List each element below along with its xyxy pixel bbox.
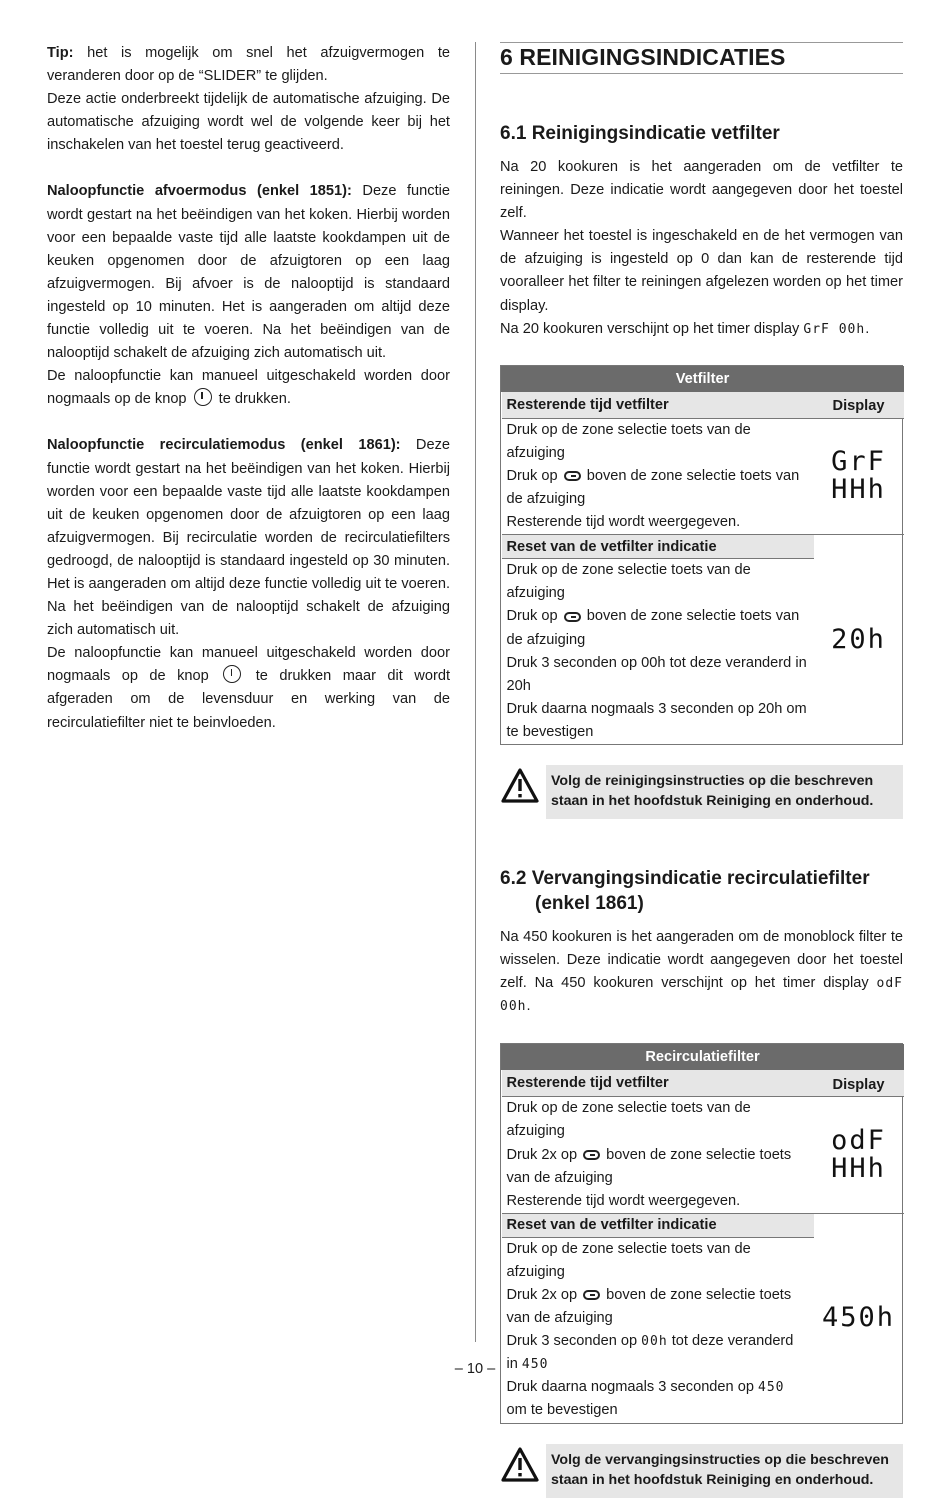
afvoer-manual-paragraph bbox=[47, 365, 450, 411]
vetfilter-intro bbox=[500, 156, 903, 341]
recirculatie-manual-text: De naloopfunctie kan manueel uitgeschakeld worden door nogmaals op de knop bbox=[47, 645, 450, 685]
display-value: 20h bbox=[831, 623, 886, 655]
lcd-code: 450 bbox=[521, 1357, 549, 1373]
step: Druk daarna nogmaals 3 seconden op 20h om te bevestigen bbox=[506, 700, 807, 740]
warning-text-1: Volg de reinigingsinstructies op die beschreven staan in het hoofdstuk Reiniging en onderhoud. bbox=[546, 765, 903, 819]
tip-paragraph bbox=[47, 42, 450, 88]
tip-paragraph-2: Deze actie onderbreekt tijdelijk de automatische afzuiging. De automatische afzuiging wordt wel de volgende keer bij het inschakelen van het toestel terug geactiveerd. bbox=[47, 91, 450, 154]
display-odf bbox=[814, 1097, 904, 1213]
vetfilter-reset-steps bbox=[502, 559, 814, 744]
vetfilter-intro-p2: Wanneer het toestel is ingeschakeld en de het vermogen van de afzuiging is ingesteld op 0 dan kan de resterende tijd vooralleer het filter te reiningen afgelezen worden op het timer display. bbox=[500, 228, 903, 314]
step: Druk op de zone selectie toets van de afzuiging bbox=[506, 421, 751, 461]
afvoer-label: Naloopfunctie afvoermodus (enkel 1851): bbox=[47, 183, 352, 200]
recirculatie-manual-paragraph bbox=[47, 642, 450, 734]
left-column bbox=[47, 42, 450, 735]
step: Druk op de zone selectie toets van de afzuiging bbox=[506, 1240, 751, 1280]
subsection-title-6-1: 6.1 Reinigingsindicatie vetfilter bbox=[500, 123, 780, 144]
step: Resterende tijd wordt weergegeven. bbox=[506, 514, 741, 531]
page-number: – 10 – bbox=[454, 1361, 496, 1377]
recirculatie-table-title: Recirculatiefilter bbox=[502, 1045, 904, 1070]
warning-box-1 bbox=[500, 765, 903, 819]
column-divider bbox=[475, 42, 476, 1342]
step-text: Druk 2x op bbox=[506, 1146, 582, 1163]
display-line-1: odF bbox=[831, 1125, 886, 1157]
display-grf bbox=[814, 418, 904, 534]
step bbox=[507, 605, 809, 651]
step: Druk op de zone selectie toets van de afzuiging bbox=[506, 1100, 751, 1140]
vetfilter-remaining-steps bbox=[502, 418, 814, 534]
afvoer-manual-text-end: te drukken. bbox=[214, 391, 291, 408]
afvoer-text: Deze functie wordt gestart na het beëindigen van het koken. Hierbij worden voor een bepaalde vaste tijd alle laatste kookdampen uit de keuken opgenomen door de afzuigtoren op een laag afzuigvermogen. Bij afvoer is de nalooptijd is standaard ingesteld op 10 minuten. Het is aangeraden om altijd deze functie volledig uit te voeren. Na het beëindigen van de nalooptijd schakelt de afzuiging zich automatisch uit. bbox=[47, 183, 450, 362]
col-display: Display bbox=[814, 391, 904, 418]
step-text: Druk op bbox=[506, 608, 562, 625]
step-text: boven de zone selectie toets van de afzuiging bbox=[506, 608, 800, 648]
step: Druk 3 seconden op 00h tot deze veranderd in 20h bbox=[506, 654, 807, 694]
recirculatie-intro-p bbox=[500, 926, 903, 1018]
afvoer-paragraph bbox=[47, 180, 450, 365]
subsection-title-6-2 bbox=[500, 866, 903, 916]
reset-heading: Reset van de vetfilter indicatie bbox=[502, 535, 814, 559]
timer-button-icon bbox=[564, 612, 581, 622]
warning-box-2 bbox=[500, 1444, 903, 1498]
step bbox=[507, 1144, 809, 1190]
recirculatie-manual-text-end: te drukken maar dit wordt afgeraden om de levensduur en werking van de recirculatiefilter niet te beinvloeden. bbox=[47, 668, 450, 731]
subsection-title-line-1: 6.2 Vervangingsindicatie recirculatiefilter bbox=[500, 867, 870, 889]
warning-icon bbox=[500, 1446, 540, 1484]
step-text: tot deze veranderd in bbox=[506, 1333, 794, 1373]
step-text: Druk daarna nogmaals 3 seconden op bbox=[506, 1379, 758, 1396]
lcd-code: 00h bbox=[641, 1334, 668, 1350]
period: . bbox=[865, 320, 870, 337]
step-text: om te bevestigen bbox=[506, 1402, 618, 1419]
col-remaining-time: Resterende tijd vetfilter bbox=[502, 1070, 814, 1097]
step: Druk op de zone selectie toets van de afzuiging bbox=[506, 562, 751, 602]
step-text: Druk 3 seconden op bbox=[506, 1333, 642, 1350]
reset-heading: Reset van de vetfilter indicatie bbox=[502, 1213, 814, 1237]
display-line-2: HHh bbox=[831, 474, 886, 506]
display-value: 450h bbox=[821, 1302, 896, 1334]
step-text: Druk op bbox=[506, 467, 562, 484]
col-display: Display bbox=[814, 1070, 904, 1097]
vetfilter-intro-p3 bbox=[500, 318, 903, 341]
lcd-code: 450 bbox=[758, 1380, 785, 1396]
power-icon bbox=[223, 665, 241, 683]
recirculatie-remaining-steps bbox=[502, 1097, 814, 1213]
tip-text: het is mogelijk om snel het afzuigvermogen te veranderen door op de “SLIDER” te glijden. bbox=[47, 45, 450, 85]
step bbox=[507, 1284, 809, 1330]
recirculatie-intro bbox=[500, 926, 903, 1018]
warning-icon bbox=[500, 767, 540, 805]
step-text: boven de zone selectie toets van de afzuiging bbox=[506, 1146, 792, 1186]
lcd-code: GrF 00h bbox=[803, 321, 866, 337]
display-20h bbox=[814, 535, 904, 744]
afvoer-manual-text: De naloopfunctie kan manueel uitgeschakeld worden door nogmaals op de knop bbox=[47, 368, 450, 408]
warning-text-2: Volg de vervangingsinstructies op die beschreven staan in het hoofdstuk Reiniging en onderhoud. bbox=[546, 1444, 903, 1498]
step: Resterende tijd wordt weergegeven. bbox=[506, 1192, 741, 1209]
display-line-1: GrF bbox=[831, 446, 886, 478]
display-450h bbox=[814, 1213, 904, 1422]
step-text: Druk 2x op bbox=[506, 1287, 582, 1303]
vetfilter-table-title: Vetfilter bbox=[502, 366, 904, 391]
timer-button-icon bbox=[583, 1150, 600, 1160]
tip-label: Tip: bbox=[47, 45, 74, 61]
step-text: boven de zone selectie toets van de afzuiging bbox=[506, 1287, 792, 1327]
subsection-title-line-2: (enkel 1861) bbox=[535, 892, 644, 914]
vetfilter-table bbox=[500, 365, 903, 745]
right-column bbox=[500, 42, 903, 1498]
recirculatie-label: Naloopfunctie recirculatiemodus (enkel 1861): bbox=[47, 437, 401, 454]
step bbox=[507, 1376, 809, 1422]
power-icon bbox=[194, 388, 212, 406]
display-line-2: HHh bbox=[831, 1153, 886, 1185]
recirculatie-text: Deze functie wordt gestart na het beëindigen van het koken. Hierbij worden voor een bepaalde vaste tijd alle laatste kookdampen uit de keuken opgenomen door de afzuigtoren op een laag afzuigvermogen. Bij recirculatie worden de recirculatiefilters gedroogd, de nalooptijd is standaard ingesteld op 30 minuten. Het is aangeraden om altijd deze functie volledig uit te voeren. Na het beëindigen van de nalooptijd schakelt de afzuiging zich automatisch uit. bbox=[47, 437, 451, 639]
lcd-code: odF 00h bbox=[500, 976, 903, 1015]
recirculatie-reset-steps bbox=[502, 1237, 814, 1422]
timer-button-icon bbox=[583, 1290, 600, 1300]
vetfilter-intro-p3-text: Na 20 kookuren verschijnt op het timer display bbox=[500, 320, 804, 337]
recirculatie-intro-text: Na 450 kookuren is het aangeraden om de monoblock filter te wisselen. Deze indicatie wordt aangegeven door het toestel zelf. Na 450 kookuren verschijnt op het timer display bbox=[500, 928, 903, 992]
step bbox=[507, 465, 809, 511]
period: . bbox=[526, 998, 531, 1015]
timer-button-icon bbox=[564, 471, 581, 481]
step-text: boven de zone selectie toets van de afzuiging bbox=[506, 467, 800, 508]
section-title: 6 REINIGINGSINDICATIES bbox=[500, 42, 903, 74]
vetfilter-intro-p1: Na 20 kookuren is het aangeraden om de vetfilter te reiningen. Deze indicatie wordt aangegeven door het toestel zelf. bbox=[500, 159, 903, 222]
col-remaining-time: Resterende tijd vetfilter bbox=[502, 391, 814, 418]
recirculatie-paragraph bbox=[47, 434, 450, 642]
